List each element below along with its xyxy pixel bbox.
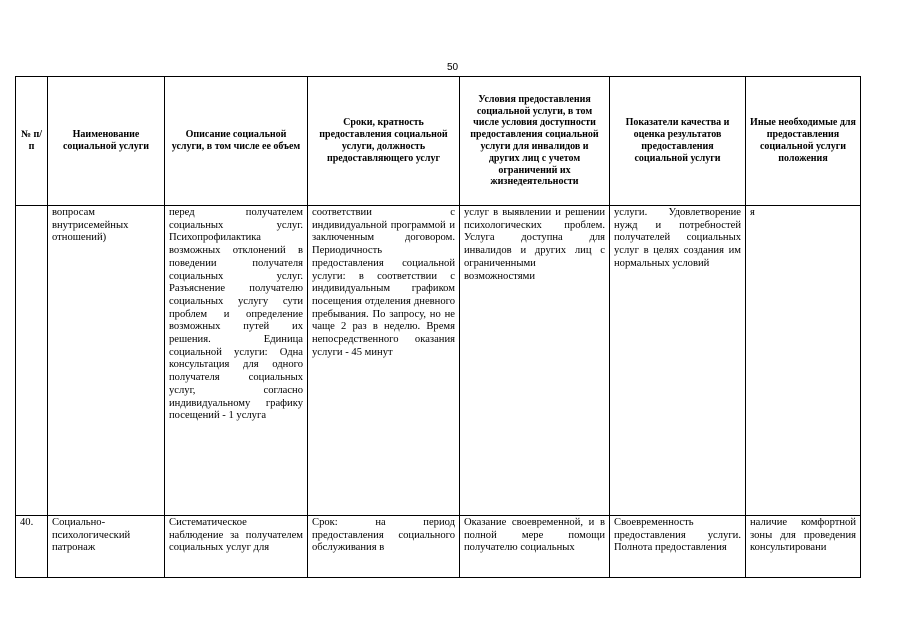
row-number: 40. <box>16 516 48 578</box>
service-terms: Срок: на период предоставления социального обслуживания в <box>308 516 460 578</box>
social-services-table <box>15 76 861 578</box>
header-quality-indicators: Показатели качества и оценка результатов предоставления социальной услуги <box>610 77 746 206</box>
header-description: Описание социальной услуги, в том числе ее объем <box>165 77 308 206</box>
service-description: Систематическое наблюдение за получателем социальных услуг для <box>165 516 308 578</box>
page-number: 50 <box>446 62 459 73</box>
quality-indicators: Своевременность предоставления услуги. Полнота предоставления <box>610 516 746 578</box>
service-conditions: Оказание своевременной, и в полной мере помощи получателю социальных <box>460 516 610 578</box>
header-service-name: Наименование социальной услуги <box>48 77 165 206</box>
header-other-provisions: Иные необходимые для предоставления социальной услуги положения <box>746 77 861 206</box>
table-row <box>16 516 861 578</box>
row-number <box>16 206 48 516</box>
service-name: вопросам внутрисемейных отношений) <box>48 206 165 516</box>
service-conditions: услуг в выявлении и решении психологических проблем. Услуга доступна для инвалидов и других лиц с ограниченными возможностями <box>460 206 610 516</box>
service-terms: соответствии с индивидуальной программой и заключенным договором. Периодичность предоставления социальной услуги: в соответствии с индивидуальным графиком посещения отделения дневного пребывания. По запросу, но не чаще 2 раз в неделю. Время непосредственного оказания услуги - 45 минут <box>308 206 460 516</box>
header-terms: Сроки, кратность предоставления социальной услуги, должность предоставляющего услуг <box>308 77 460 206</box>
quality-indicators: услуги. Удовлетворение нужд и потребностей получателей социальных услуг в целях создания им нормальных условий <box>610 206 746 516</box>
other-provisions: я <box>746 206 861 516</box>
table-header-row <box>16 77 861 206</box>
header-number: № п/п <box>16 77 48 206</box>
header-conditions: Условия предоставления социальной услуги, в том числе условия доступности предоставления социальной услуги для инвалидов и других лиц с учетом ограничений их жизнедеятельности <box>460 77 610 206</box>
service-description: перед получателем социальных услуг. Психопрофилактика возможных отклонений в поведении получателя социальных услуг. Разъяснение получателю социальных услугу сути проблем и определение возможных путей их решения. Единица социальной услуги: Одна консультация для одного получателя социальных услуг, согласно индивидуальному графику посещений - 1 услуга <box>165 206 308 516</box>
other-provisions: наличие комфортной зоны для проведения консультировани <box>746 516 861 578</box>
table-row <box>16 206 861 516</box>
service-name: Социально-психологический патронаж <box>48 516 165 578</box>
